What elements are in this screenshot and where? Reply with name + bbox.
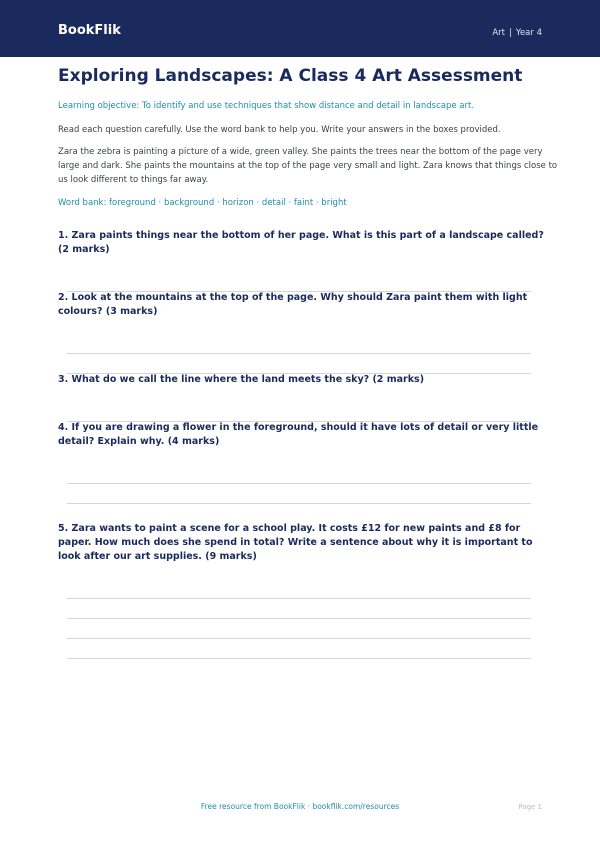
answer-line[interactable] [67,618,531,619]
word-bank: Word bank: foreground · background · horizon · detail · faint · bright [58,198,347,208]
meta-separator: | [509,28,512,38]
page-title: Exploring Landscapes: A Class 4 Art Assessment [58,66,523,86]
brand-logo: BookFlik [58,23,121,38]
answer-line[interactable] [67,658,531,659]
year-label: Year 4 [515,28,542,38]
question-4: 4. If you are drawing a flower in the foreground, should it have lots of detail or very little detail? Explain why. (4 marks) [58,422,539,447]
answer-line[interactable] [67,638,531,639]
learning-objective: Learning objective: To identify and use techniques that show distance and detail in landscape art. [58,101,475,111]
answer-line[interactable] [67,598,531,599]
answer-line[interactable] [67,503,531,504]
header-bar [0,0,600,57]
answer-line[interactable] [67,483,531,484]
story-text: Zara the zebra is painting a picture of a wide, green valley. She paints the trees near the bottom of the page very large and dark. She paints the mountains at the top of the page very small and light. Zara knows that things close to us look different to things far away. [58,147,558,185]
answer-line[interactable] [67,353,531,354]
question-3: 3. What do we call the line where the land meets the sky? (2 marks) [58,374,425,385]
question-1: 1. Zara paints things near the bottom of her page. What is this part of a landscape called? (2 marks) [58,230,544,255]
subject-label: Art [492,28,506,38]
instructions: Read each question carefully. Use the word bank to help you. Write your answers in the boxes provided. [58,125,501,135]
footer-resource-link[interactable]: Free resource from BookFlik · bookflik.com/resources [200,802,400,811]
subject-year [492,28,542,38]
question-5: 5. Zara wants to paint a scene for a school play. It costs £12 for new paints and £8 for paper. How much does she spend in total? Write a sentence about why it is important to look after our art supplies. (9 marks) [58,523,533,562]
question-2: 2. Look at the mountains at the top of the page. Why should Zara paint them with light colours? (3 marks) [58,292,528,317]
page-number: Page 1 [518,803,542,811]
